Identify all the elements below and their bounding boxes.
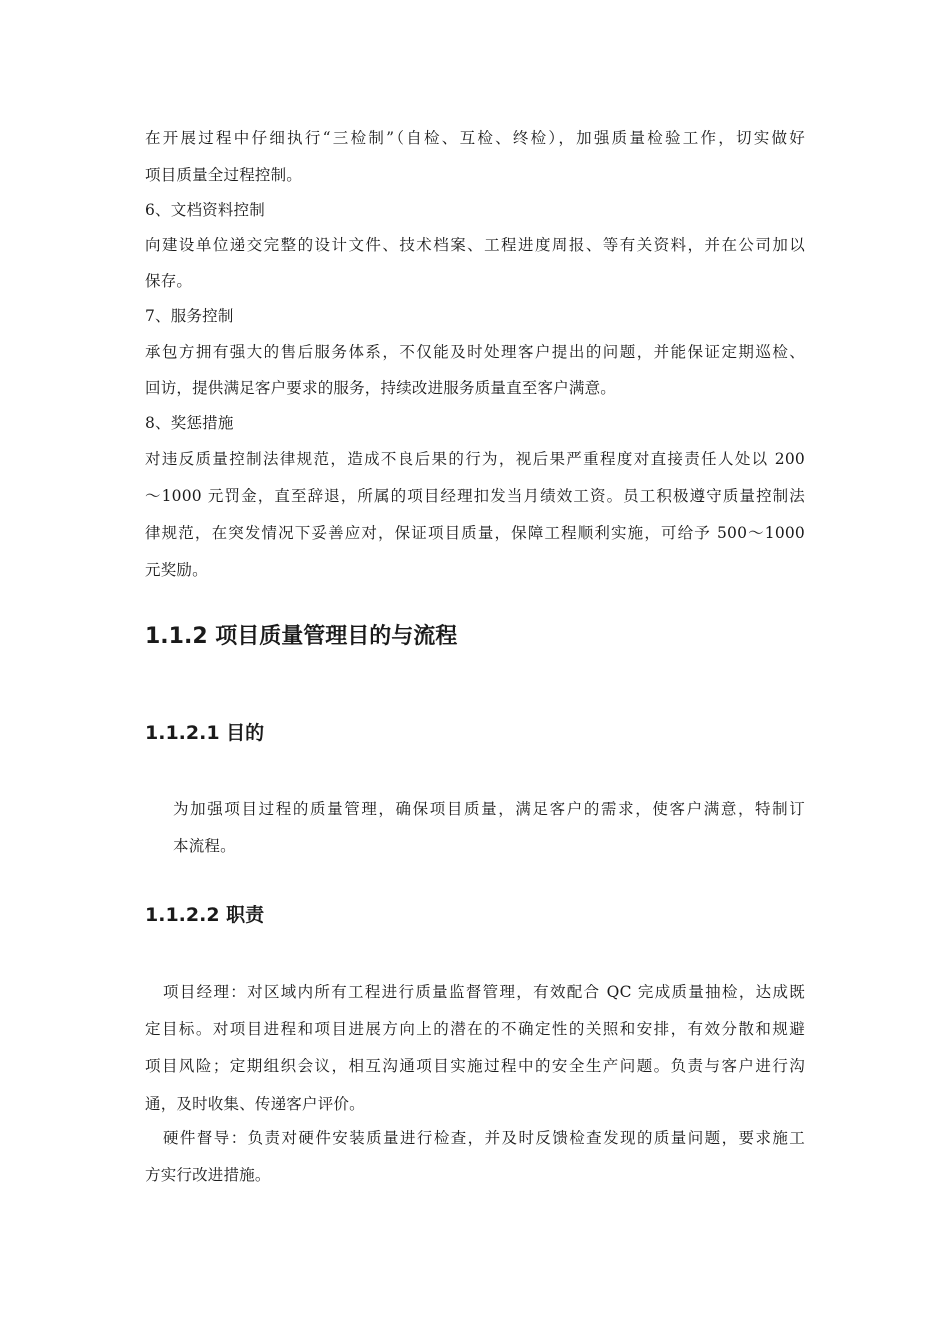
paragraph-line: 保存。 — [145, 272, 193, 290]
paragraph-line: 为加强项目过程的质量管理，确保项目质量，满足客户的需求，使客户满意，特制订 — [173, 800, 805, 818]
paragraph-line: 项目风险；定期组织会议，相互沟通项目实施过程中的安全生产问题。负责与客户进行沟 — [145, 1057, 805, 1075]
paragraph-line: 项目经理：对区域内所有工程进行质量监督管理，有效配合 QC 完成质量抽检，达成既 — [163, 983, 805, 1001]
paragraph-line: 项目质量全过程控制。 — [145, 166, 303, 184]
section-heading-1-1-2: 1.1.2 项目质量管理目的与流程 — [145, 624, 458, 649]
item-heading-document-control: 6、文档资料控制 — [145, 201, 265, 219]
section-heading-1-1-2-2: 1.1.2.2 职责 — [145, 904, 265, 926]
item-heading-service-control: 7、服务控制 — [145, 307, 234, 325]
paragraph-line: 元奖励。 — [145, 561, 208, 579]
paragraph-line: 通，及时收集、传递客户评价。 — [145, 1095, 365, 1113]
paragraph-line: 定目标。对项目进程和项目进展方向上的潜在的不确定性的关照和安排，有效分散和规避 — [145, 1020, 805, 1038]
paragraph-line: 本流程。 — [173, 837, 236, 855]
paragraph-line: 方实行改进措施。 — [145, 1166, 271, 1184]
section-heading-1-1-2-1: 1.1.2.1 目的 — [145, 722, 265, 744]
paragraph-line: 向建设单位递交完整的设计文件、技术档案、工程进度周报、等有关资料，并在公司加以 — [145, 236, 805, 254]
paragraph-line: 律规范，在突发情况下妥善应对，保证项目质量，保障工程顺利实施，可给予 500～1000 — [145, 524, 805, 542]
paragraph-line: 在开展过程中仔细执行“三检制”（自检、互检、终检），加强质量检验工作，切实做好 — [145, 129, 805, 147]
paragraph-line: 承包方拥有强大的售后服务体系，不仅能及时处理客户提出的问题，并能保证定期巡检、 — [145, 343, 805, 361]
paragraph-line: 回访，提供满足客户要求的服务，持续改进服务质量直至客户满意。 — [145, 379, 617, 397]
paragraph-line: ～1000 元罚金，直至辞退，所属的项目经理扣发当月绩效工资。员工积极遵守质量控制法 — [145, 487, 805, 505]
paragraph-line: 硬件督导：负责对硬件安装质量进行检查，并及时反馈检查发现的质量问题，要求施工 — [163, 1129, 805, 1147]
item-heading-rewards-penalties: 8、奖惩措施 — [145, 414, 234, 432]
paragraph-line: 对违反质量控制法律规范，造成不良后果的行为，视后果严重程度对直接责任人处以 200 — [145, 450, 805, 468]
